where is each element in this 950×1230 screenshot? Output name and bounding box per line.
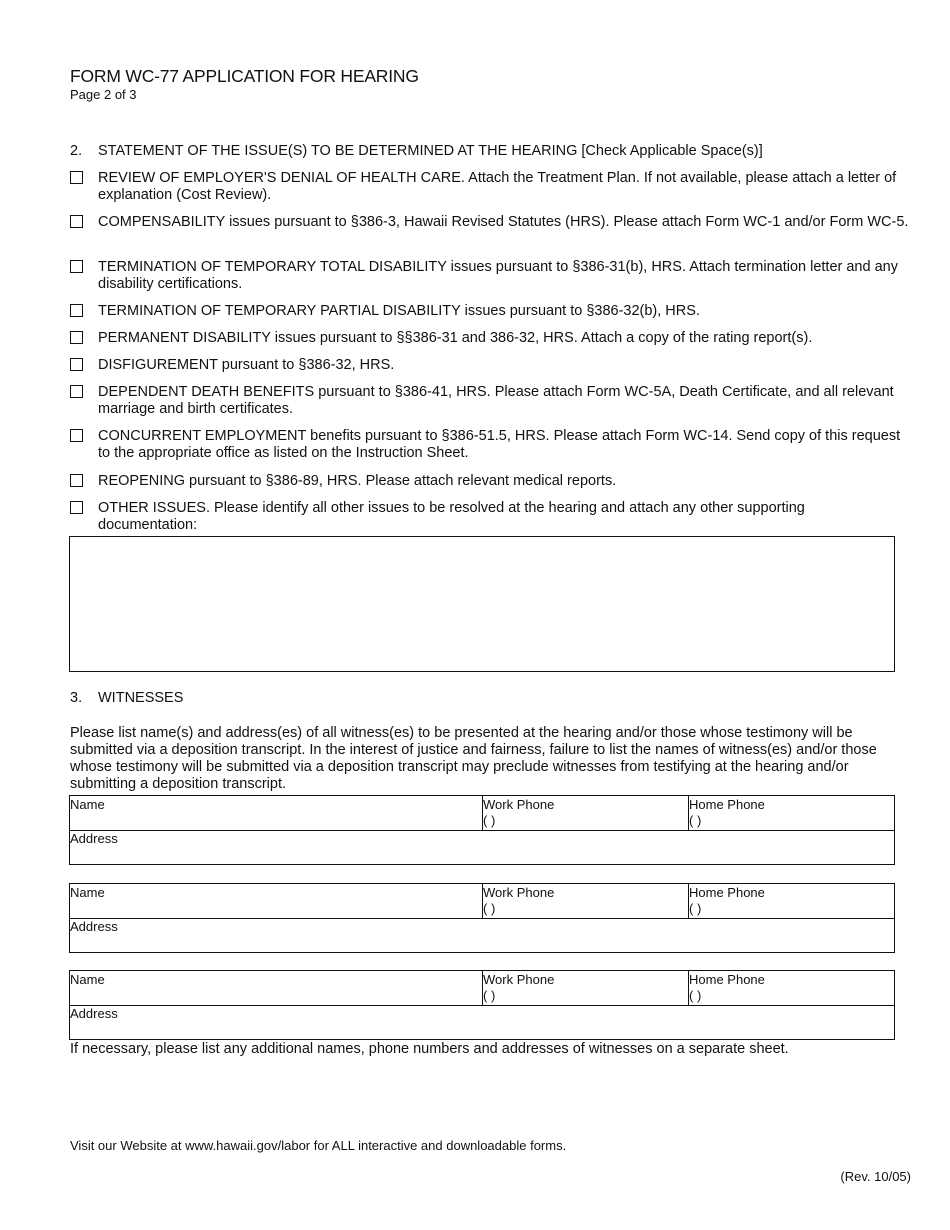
- witness-home-phone-label: Home Phone: [689, 972, 765, 987]
- witness-home-phone-field[interactable]: ( ): [689, 988, 702, 1003]
- witness-address-field[interactable]: Address: [70, 919, 118, 934]
- issue-label: PERMANENT DISABILITY issues pursuant to §§386-31 and 386-32, HRS. Attach a copy of the rating report(s).: [98, 330, 813, 346]
- issue-reopening: [70, 473, 915, 490]
- additional-witnesses-note: If necessary, please list any additional names, phone numbers and addresses of witnesses on a separate sheet.: [70, 1041, 789, 1057]
- issue-disfigurement: [70, 357, 915, 374]
- issue-label: DISFIGUREMENT pursuant to §386-32, HRS.: [98, 357, 395, 373]
- issue-permanent-disability: [70, 330, 915, 347]
- witness-work-phone-label: Work Phone: [483, 972, 555, 987]
- witness-address-field[interactable]: Address: [70, 831, 118, 846]
- checkbox-disfigurement[interactable]: [70, 358, 83, 371]
- issue-temporary-partial-disability: [70, 303, 915, 320]
- issue-label: REOPENING pursuant to §386-89, HRS. Please attach relevant medical reports.: [98, 473, 617, 489]
- checkbox-concurrent-employment[interactable]: [70, 429, 83, 442]
- witness-entry-2: [69, 883, 895, 953]
- witness-work-phone-field[interactable]: ( ): [483, 901, 496, 916]
- witness-name-field[interactable]: Name: [70, 797, 105, 812]
- issue-label: REVIEW OF EMPLOYER'S DENIAL OF HEALTH CARE. Attach the Treatment Plan. If not available, please attach a letter of explanation (Cost Review).: [98, 170, 897, 203]
- section-2-number: 2.: [70, 143, 83, 159]
- checkbox-other-issues[interactable]: [70, 501, 83, 514]
- checkbox-health-care-denial[interactable]: [70, 171, 83, 184]
- issue-temporary-total-disability: [70, 259, 915, 293]
- issue-label: DEPENDENT DEATH BENEFITS pursuant to §386-41, HRS. Please attach Form WC-5A, Death Certificate, and all relevant marriage and birth certificates.: [98, 384, 894, 417]
- checkbox-permanent-disability[interactable]: [70, 331, 83, 344]
- witness-name-field[interactable]: Name: [70, 972, 105, 987]
- issue-other: [70, 500, 830, 534]
- page-number: Page 2 of 3: [70, 87, 137, 102]
- witness-home-phone-field[interactable]: ( ): [689, 813, 702, 828]
- checkbox-temporary-total-disability[interactable]: [70, 260, 83, 273]
- witness-home-phone-label: Home Phone: [689, 797, 765, 812]
- witness-address-field[interactable]: Address: [70, 1006, 118, 1021]
- revision-date: (Rev. 10/05): [840, 1169, 911, 1184]
- section-3-number: 3.: [70, 690, 83, 706]
- witness-instructions: Please list name(s) and address(es) of all witness(es) to be presented at the hearing and/or those whose testimony will be submitted via a deposition transcript. In the interest of justice and fairness, failure to list the names of witness(es) and/or those whose testimony will be submitted via a deposition transcript may preclude witnesses from testifying at the hearing and/or submitting a deposition transcript.: [70, 725, 877, 792]
- section-2-title: STATEMENT OF THE ISSUE(S) TO BE DETERMINED AT THE HEARING [Check Applicable Space(s)]: [98, 143, 763, 159]
- issue-dependent-death-benefits: [70, 384, 915, 418]
- witness-work-phone-label: Work Phone: [483, 885, 555, 900]
- other-issues-textarea[interactable]: [69, 536, 895, 672]
- witness-entry-1: [69, 795, 895, 865]
- issue-label: OTHER ISSUES. Please identify all other issues to be resolved at the hearing and attach any other supporting documentation:: [98, 500, 805, 533]
- issue-label: TERMINATION OF TEMPORARY PARTIAL DISABILITY issues pursuant to §386-32(b), HRS.: [98, 303, 700, 319]
- witness-home-phone-field[interactable]: ( ): [689, 901, 702, 916]
- form-title: FORM WC-77 APPLICATION FOR HEARING: [70, 66, 419, 86]
- issue-label: COMPENSABILITY issues pursuant to §386-3, Hawaii Revised Statutes (HRS). Please attach Form WC-1 and/or Form WC-5.: [98, 214, 909, 230]
- issue-label: CONCURRENT EMPLOYMENT benefits pursuant to §386-51.5, HRS. Please attach Form WC-14. Send copy of this request to the appropriate office as listed on the Instruction Sheet.: [98, 428, 901, 461]
- section-3-title: WITNESSES: [98, 690, 184, 706]
- issue-compensability: [70, 214, 915, 231]
- witness-work-phone-field[interactable]: ( ): [483, 813, 496, 828]
- checkbox-temporary-partial-disability[interactable]: [70, 304, 83, 317]
- checkbox-reopening[interactable]: [70, 474, 83, 487]
- checkbox-dependent-death-benefits[interactable]: [70, 385, 83, 398]
- witness-entry-3: [69, 970, 895, 1040]
- witness-work-phone-field[interactable]: ( ): [483, 988, 496, 1003]
- checkbox-compensability[interactable]: [70, 215, 83, 228]
- website-footer: Visit our Website at www.hawaii.gov/labor for ALL interactive and downloadable forms.: [70, 1138, 567, 1153]
- witness-home-phone-label: Home Phone: [689, 885, 765, 900]
- issue-label: TERMINATION OF TEMPORARY TOTAL DISABILITY issues pursuant to §386-31(b), HRS. Attach termination letter and any disability certifications.: [98, 259, 898, 292]
- issue-health-care-denial: [70, 170, 915, 204]
- issue-concurrent-employment: [70, 428, 915, 462]
- witness-name-field[interactable]: Name: [70, 885, 105, 900]
- witness-work-phone-label: Work Phone: [483, 797, 555, 812]
